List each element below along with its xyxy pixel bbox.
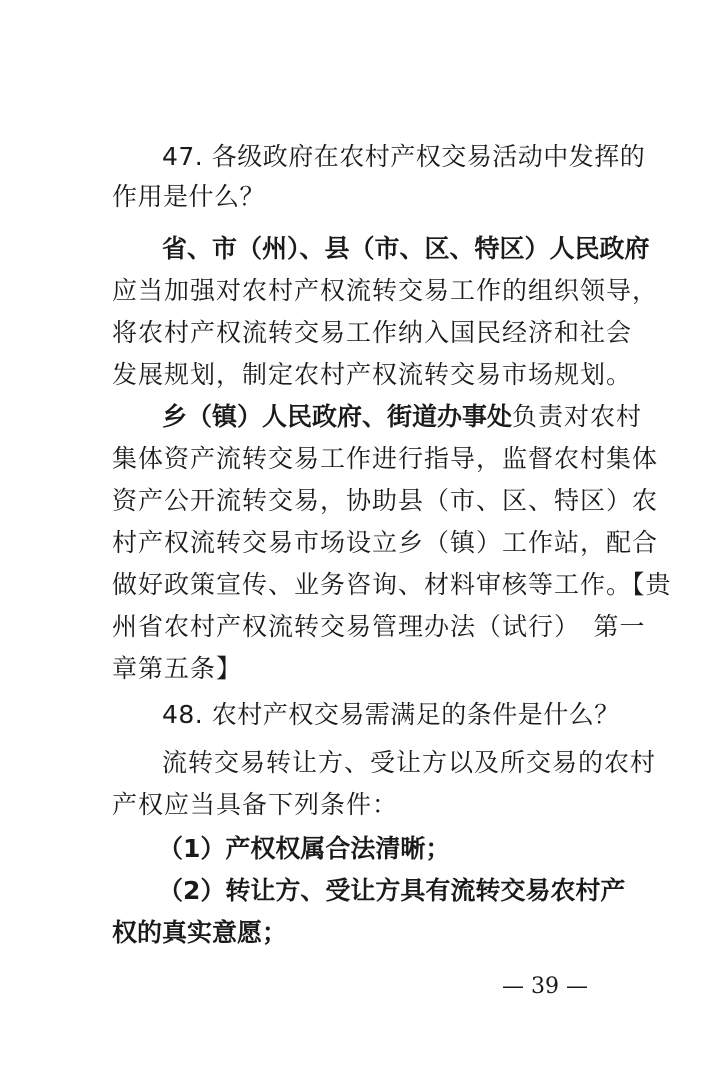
paragraph-2-line-1-rest: 负责对农村	[512, 402, 643, 431]
question-47-line-2: 作用是什么？	[112, 182, 266, 211]
paragraph-1-line-4: 发展规划，制定农村产权流转交易市场规划。	[112, 360, 633, 389]
paragraph-2-line-6: 州省农村产权流转交易管理办法（试行） 第一	[112, 612, 646, 641]
condition-item-2-line-1: （2）转让方、受让方具有流转交易农村产	[158, 876, 626, 905]
question-48-line-1: 48. 农村产权交易需满足的条件是什么？	[162, 700, 620, 729]
paragraph-3-line-1: 流转交易转让方、受让方以及所交易的农村	[162, 748, 657, 777]
paragraph-1-line-1: 省、市（州）、县（市、区、特区）人民政府	[162, 234, 650, 263]
question-47-line-1: 47. 各级政府在农村产权交易活动中发挥的	[162, 142, 646, 171]
paragraph-2-line-5: 做好政策宣传、业务咨询、材料审核等工作。【贵	[112, 570, 672, 599]
paragraph-2-line-3: 资产公开流转交易，协助县（市、区、特区）农	[112, 486, 659, 515]
paragraph-2-line-7: 章第五条】	[112, 654, 243, 683]
paragraph-2-line-1	[162, 396, 643, 438]
page-number: — 39 —	[502, 974, 588, 999]
paragraph-3-line-2: 产权应当具备下列条件：	[112, 790, 399, 819]
paragraph-2-line-2: 集体资产流转交易工作进行指导，监督农村集体	[112, 444, 659, 473]
condition-item-2-line-2: 权的真实意愿；	[112, 918, 288, 947]
paragraph-2-bold-lead: 乡（镇）人民政府、街道办事处	[162, 402, 513, 431]
paragraph-1-line-3: 将农村产权流转交易工作纳入国民经济和社会	[112, 318, 633, 347]
paragraph-1-line-2: 应当加强对农村产权流转交易工作的组织领导，	[112, 276, 659, 305]
paragraph-2-line-4: 村产权流转交易市场设立乡（镇）工作站，配合	[112, 528, 659, 557]
condition-item-1: （1）产权权属合法清晰；	[158, 834, 451, 863]
